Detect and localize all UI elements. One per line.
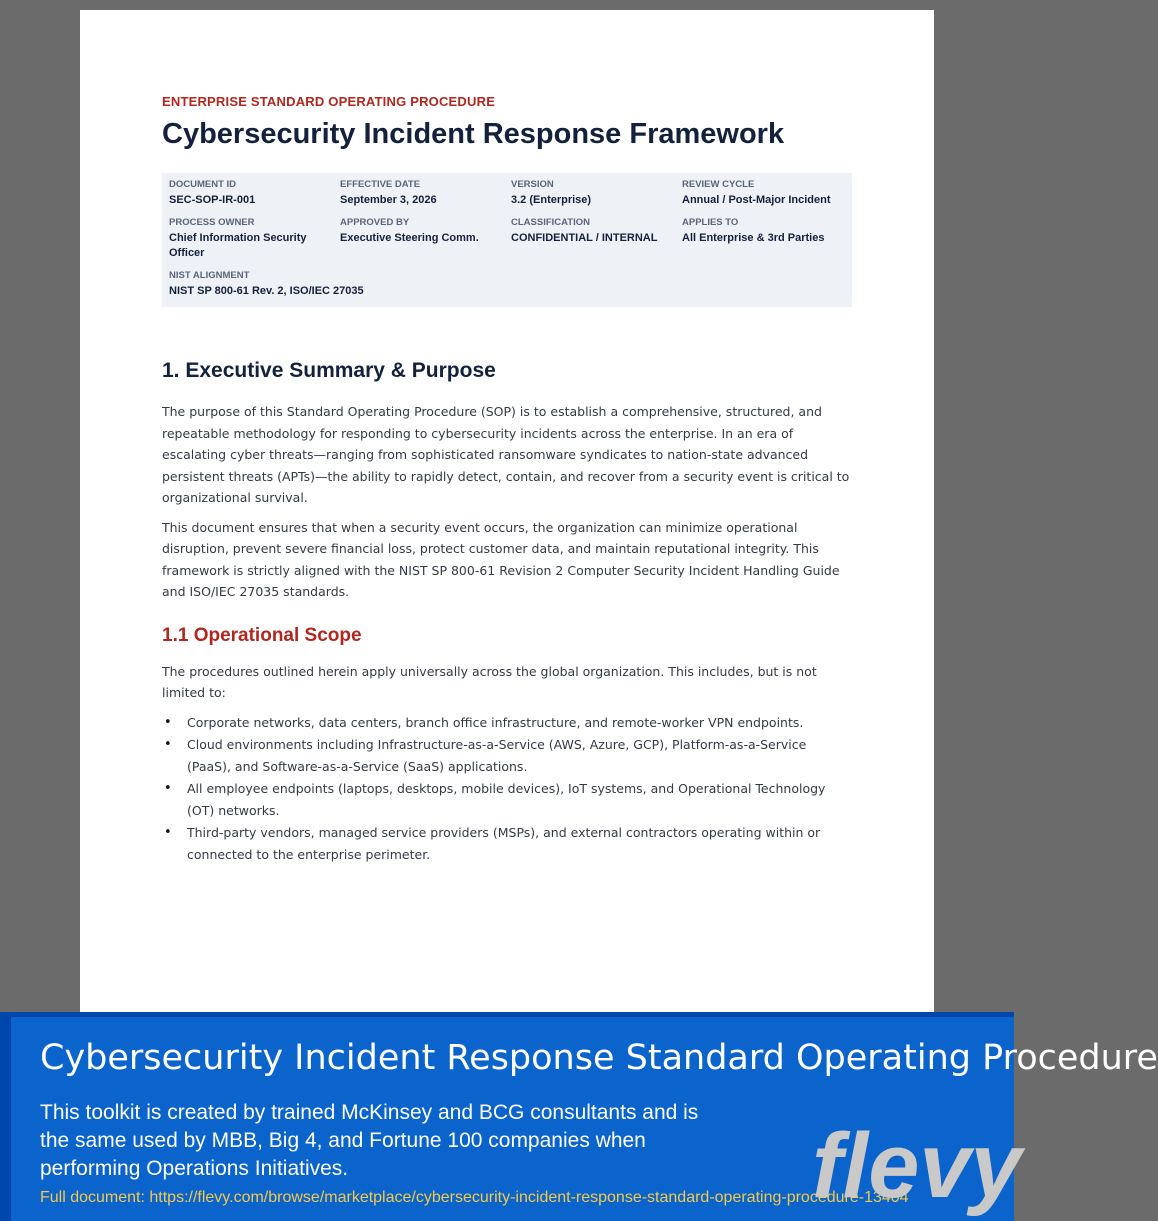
meta-value: CONFIDENTIAL / INTERNAL <box>511 231 658 244</box>
list-item-text: All employee endpoints (laptops, desktops, mobile devices), IoT systems, and Operational Technology (OT) networks. <box>187 781 826 818</box>
scope-list <box>162 712 852 866</box>
meta-label: APPROVED BY <box>340 216 410 228</box>
meta-classification <box>511 217 674 262</box>
banner-description: This toolkit is created by trained McKinsey and BCG consultants and is the same used by MBB, Big 4, and Fortune 100 companies when performing Operations Initiatives. <box>40 1101 699 1180</box>
meta-label: APPLIES TO <box>682 216 739 228</box>
meta-value: Executive Steering Comm. <box>340 231 479 244</box>
meta-applies-to <box>682 217 845 262</box>
meta-value: Annual / Post-Major Incident <box>682 194 831 207</box>
bullet-icon: • <box>164 825 172 841</box>
banner-title: Cybersecurity Incident Response Standard Operating Procedure <box>40 1038 1158 1078</box>
section-heading-executive-summary: 1. Executive Summary & Purpose <box>162 359 496 383</box>
list-item <box>162 734 852 777</box>
meta-value: All Enterprise & 3rd Parties <box>682 231 825 244</box>
list-item <box>162 778 852 821</box>
document-content <box>162 94 852 866</box>
subsection-heading-operational-scope: 1.1 Operational Scope <box>162 624 362 646</box>
list-item-text: Corporate networks, data centers, branch office infrastructure, and remote-worker VPN endpoints. <box>187 714 804 730</box>
bullet-icon: • <box>164 781 172 797</box>
meta-value: SEC-SOP-IR-001 <box>169 194 256 207</box>
meta-value: 3.2 (Enterprise) <box>511 194 592 207</box>
meta-review-cycle <box>682 179 845 209</box>
list-item <box>162 712 852 734</box>
metadata-table <box>162 173 852 307</box>
meta-value: NIST SP 800-61 Rev. 2, ISO/IEC 27035 <box>169 284 364 297</box>
list-item-text: Cloud environments including Infrastructure-as-a-Service (AWS, Azure, GCP), Platform-as-a-Service (PaaS), and Software-as-a-Service (SaaS) applications. <box>187 737 807 774</box>
bullet-icon: • <box>164 714 172 730</box>
meta-value: Chief Information Security Officer <box>169 231 307 260</box>
paragraph: This document ensures that when a security event occurs, the organization can minimize operational disruption, prevent severe financial loss, protect customer data, and maintain reputational integrity. This framework is strictly aligned with the NIST SP 800-61 Revision 2 Computer Security Incident Handling Guide and ISO/IEC 27035 standards. <box>162 519 840 600</box>
document-eyebrow: ENTERPRISE STANDARD OPERATING PROCEDURE <box>162 94 496 109</box>
meta-label: VERSION <box>511 179 554 191</box>
paragraph: The procedures outlined herein apply universally across the global organization. This includes, but is not limited to: <box>162 663 817 701</box>
paragraph: The purpose of this Standard Operating Procedure (SOP) is to establish a comprehensive, structured, and repeatable methodology for responding to cybersecurity incidents across the enterprise. In an era of escalating cyber threats—ranging from sophisticated ransomware syndicates to nation-state advanced persistent threats (APTs)—the ability to rapidly detect, contain, and recover from a security event is critical to organizational survival. <box>162 404 850 506</box>
meta-label: REVIEW CYCLE <box>682 179 755 191</box>
flevy-logo-icon <box>808 1109 1022 1217</box>
meta-effective-date <box>340 179 503 209</box>
promo-banner <box>0 1012 1158 1221</box>
meta-label: PROCESS OWNER <box>169 216 255 228</box>
full-document-link[interactable]: Full document: https://flevy.com/browse/marketplace/cybersecurity-incident-response-standard-operating-procedure-13404 <box>40 1189 909 1206</box>
meta-document-id <box>169 179 332 209</box>
meta-nist-alignment <box>169 270 503 300</box>
meta-label: CLASSIFICATION <box>511 216 590 228</box>
meta-version <box>511 179 674 209</box>
meta-process-owner <box>169 217 332 262</box>
bullet-icon: • <box>164 737 172 753</box>
document-title: Cybersecurity Incident Response Framework <box>162 118 785 150</box>
document-page <box>80 10 934 1012</box>
logo-text: flevy <box>812 1115 1022 1217</box>
meta-value: September 3, 2026 <box>340 194 437 207</box>
meta-approved-by <box>340 217 503 262</box>
meta-label: DOCUMENT ID <box>169 179 237 191</box>
promo-banner-panel <box>11 1017 1158 1221</box>
meta-label: NIST ALIGNMENT <box>169 269 250 281</box>
list-item-text: Third-party vendors, managed service providers (MSPs), and external contractors operating within or connected to the enterprise perimeter. <box>187 825 821 862</box>
list-item <box>162 822 852 865</box>
meta-label: EFFECTIVE DATE <box>340 179 421 191</box>
